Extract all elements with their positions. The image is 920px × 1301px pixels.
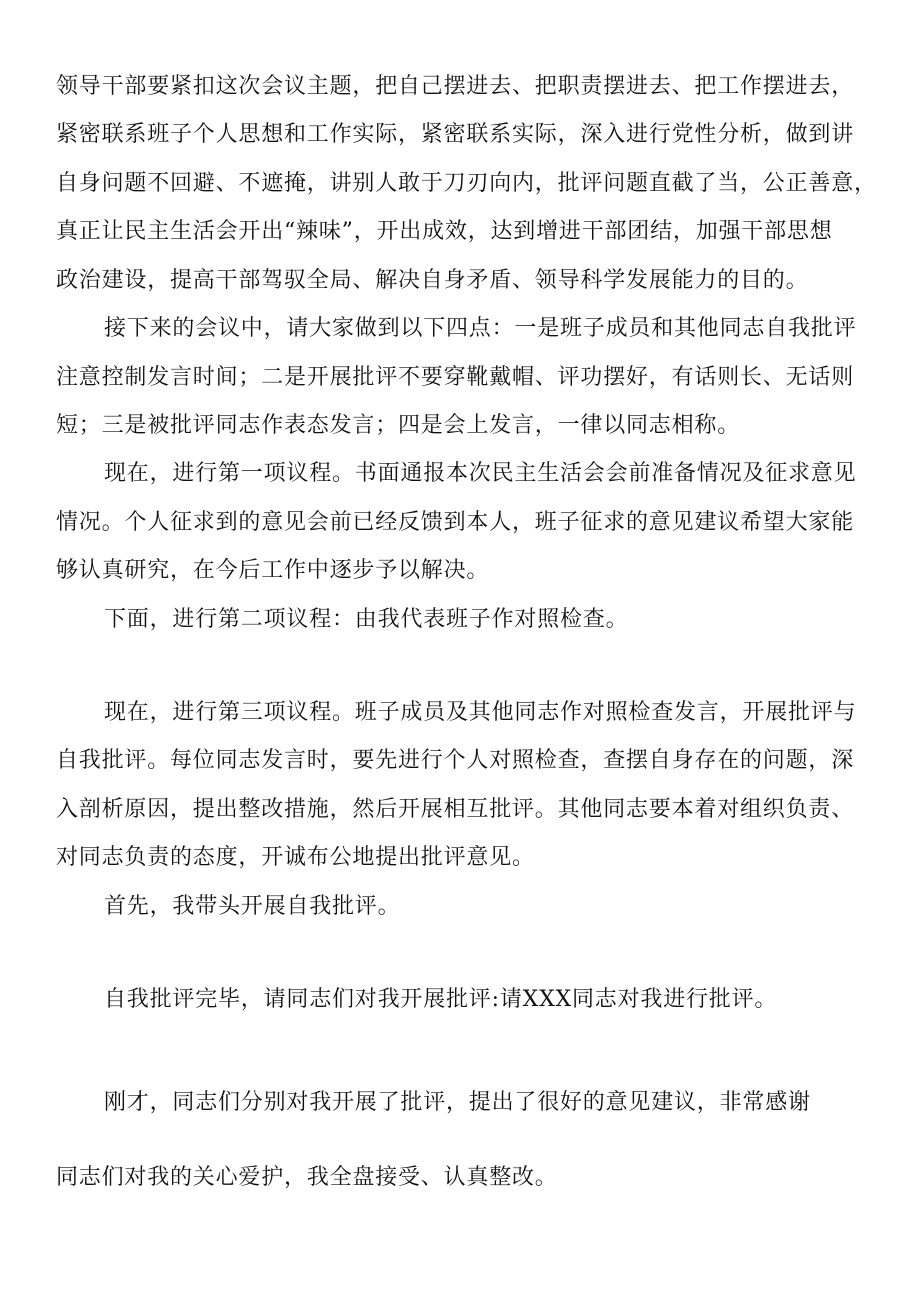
paragraph-1-line-5: 政治建设，提高干部驾驭全局、解决自身矛盾、领导科学发展能力的目的。 [56,268,809,293]
paragraph-7-line-1: 自我批评完毕，请同志们对我开展批评:请XXX同志对我进行批评。 [104,987,778,1012]
paragraph-1-line-2: 紧密联系班子个人思想和工作实际，紧密联系实际，深入进行党性分析，做到讲 [56,122,855,147]
paragraph-1-line-3: 自身问题不回避、不遮掩，讲别人敢于刀刃向内，批评问题直截了当，公正善意， [56,171,877,196]
paragraph-4-line-1: 下面，进行第二项议程：由我代表班子作对照检查。 [104,607,629,632]
paragraph-1-line-4: 真正让民主生活会开出“辣味”，开出成效，达到增进干部团结，加强干部思想 [56,219,833,244]
paragraph-3-line-3: 够认真研究，在今后工作中逐步予以解决。 [56,558,490,583]
paragraph-5-line-3: 入剖析原因，提出整改措施，然后开展相互批评。其他同志要本着对组织负责、 [56,797,855,822]
paragraph-2-line-1: 接下来的会议中，请大家做到以下四点：一是班子成员和其他同志自我批评 [104,316,857,341]
paragraph-6-line-1: 首先，我带头开展自我批评。 [104,894,401,919]
paragraph-2-line-3: 短；三是被批评同志作表态发言；四是会上发言，一律以同志相称。 [56,413,741,438]
paragraph-1-line-1: 领导干部要紧扣这次会议主题，把自己摆进去、把职责摆进去、把工作摆进去， [56,74,855,99]
paragraph-3-line-2: 情况。个人征求到的意见会前已经反馈到本人，班子征求的意见建议希望大家能 [56,510,855,535]
paragraph-9-line-1: 同志们对我的关心爱护，我全盘接受、认真整改。 [56,1165,558,1190]
paragraph-5-line-4: 对同志负责的态度，开诚布公地提出批评意见。 [56,845,535,870]
paragraph-8-line-1: 刚才，同志们分别对我开展了批评，提出了很好的意见建议，非常感谢 [104,1090,811,1115]
paragraph-5-line-1: 现在，进行第三项议程。班子成员及其他同志作对照检查发言，开展批评与 [104,700,857,725]
paragraph-2-line-2: 注意控制发言时间；二是开展批评不要穿靴戴帽、评功摆好，有话则长、无话则 [56,365,855,390]
paragraph-3-line-1: 现在，进行第一项议程。书面通报本次民主生活会会前准备情况及征求意见 [104,461,857,486]
paragraph-5-line-2: 自我批评。每位同志发言时，要先进行个人对照检查，查摆自身存在的问题，深 [56,748,855,773]
